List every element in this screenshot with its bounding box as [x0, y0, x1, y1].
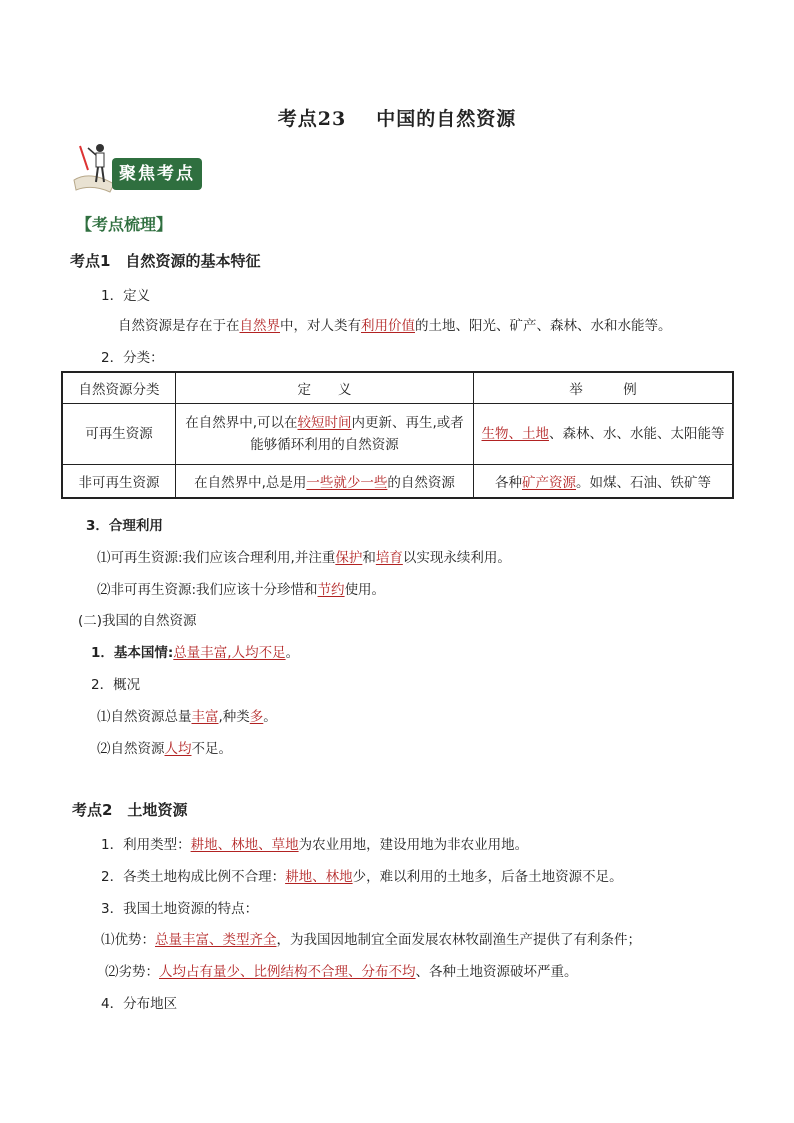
kp1-item3: 3．合理利用: [86, 518, 163, 534]
kp2-advantage: ⑴优势：总量丰富、类型齐全，为我国因地制宜全面发展农林牧副渔生产提供了有利条件；: [101, 932, 641, 948]
table-cell: 在自然界中,可以在较短时间内更新、再生,或者 能够循环利用的自然资源: [176, 404, 474, 465]
kp2-l4: 4．分布地区: [101, 996, 178, 1012]
badge-label: 聚焦考点: [112, 158, 202, 190]
table-cell: 生物、土地、森林、水、水能、太阳能等: [474, 404, 734, 465]
table-cell: 非可再生资源: [62, 465, 176, 499]
kp1-use2: ⑵非可再生资源:我们应该十分珍惜和节约使用。: [97, 582, 386, 598]
page-title: [0, 104, 794, 131]
kp1-item1: 1．定义: [101, 288, 151, 304]
kp1-ov1: ⑴自然资源总量丰富,种类多。: [97, 709, 277, 725]
kp1-item2: 2．分类：: [101, 350, 164, 366]
focus-badge: [70, 140, 205, 196]
table-cell: 各种矿产资源。如煤、石油、铁矿等: [474, 465, 734, 499]
title-number: 考点23: [277, 108, 347, 130]
kp2-disadvantage: ⑵劣势：人均占有量少、比例结构不合理、分布不均、各种土地资源破坏严重。: [105, 964, 578, 980]
kp2-heading: 考点2 土地资源: [72, 801, 188, 819]
kp1-use1: ⑴可再生资源:我们应该合理利用,并注重保护和培育以实现永续利用。: [97, 550, 511, 566]
table-row: [62, 404, 733, 465]
kp1-heading: 考点1 自然资源的基本特征: [70, 252, 261, 270]
kp1-ov2: ⑵自然资源人均不足。: [97, 741, 232, 757]
kp1-basic: 1．基本国情:总量丰富,人均不足。: [91, 645, 300, 661]
kp1-overview: 2．概况: [91, 677, 141, 693]
table-cell: 可再生资源: [62, 404, 176, 465]
kp1-sub2: (二)我国的自然资源: [78, 613, 197, 629]
kp2-l1: 1．利用类型：耕地、林地、草地为农业用地，建设用地为非农业用地。: [101, 837, 529, 853]
kp1-definition: 自然资源是存在于在自然界中，对人类有利用价值的土地、阳光、矿产、森林、水和水能等。: [118, 318, 672, 334]
kp2-l3: 3．我国土地资源的特点：: [101, 901, 259, 917]
title-text: 中国的自然资源: [376, 108, 517, 130]
kp2-l2: 2．各类土地构成比例不合理：耕地、林地少，难以利用的土地多，后备土地资源不足。: [101, 869, 623, 885]
section-header: 【考点梳理】: [76, 215, 173, 234]
table-header-row: [62, 372, 733, 404]
table-header: 定 义: [176, 372, 474, 404]
classification-table: [61, 371, 734, 499]
table-header: 举 例: [474, 372, 734, 404]
table-header: 自然资源分类: [62, 372, 176, 404]
table-row: [62, 465, 733, 499]
table-cell: 在自然界中,总是用一些就少一些的自然资源: [176, 465, 474, 499]
